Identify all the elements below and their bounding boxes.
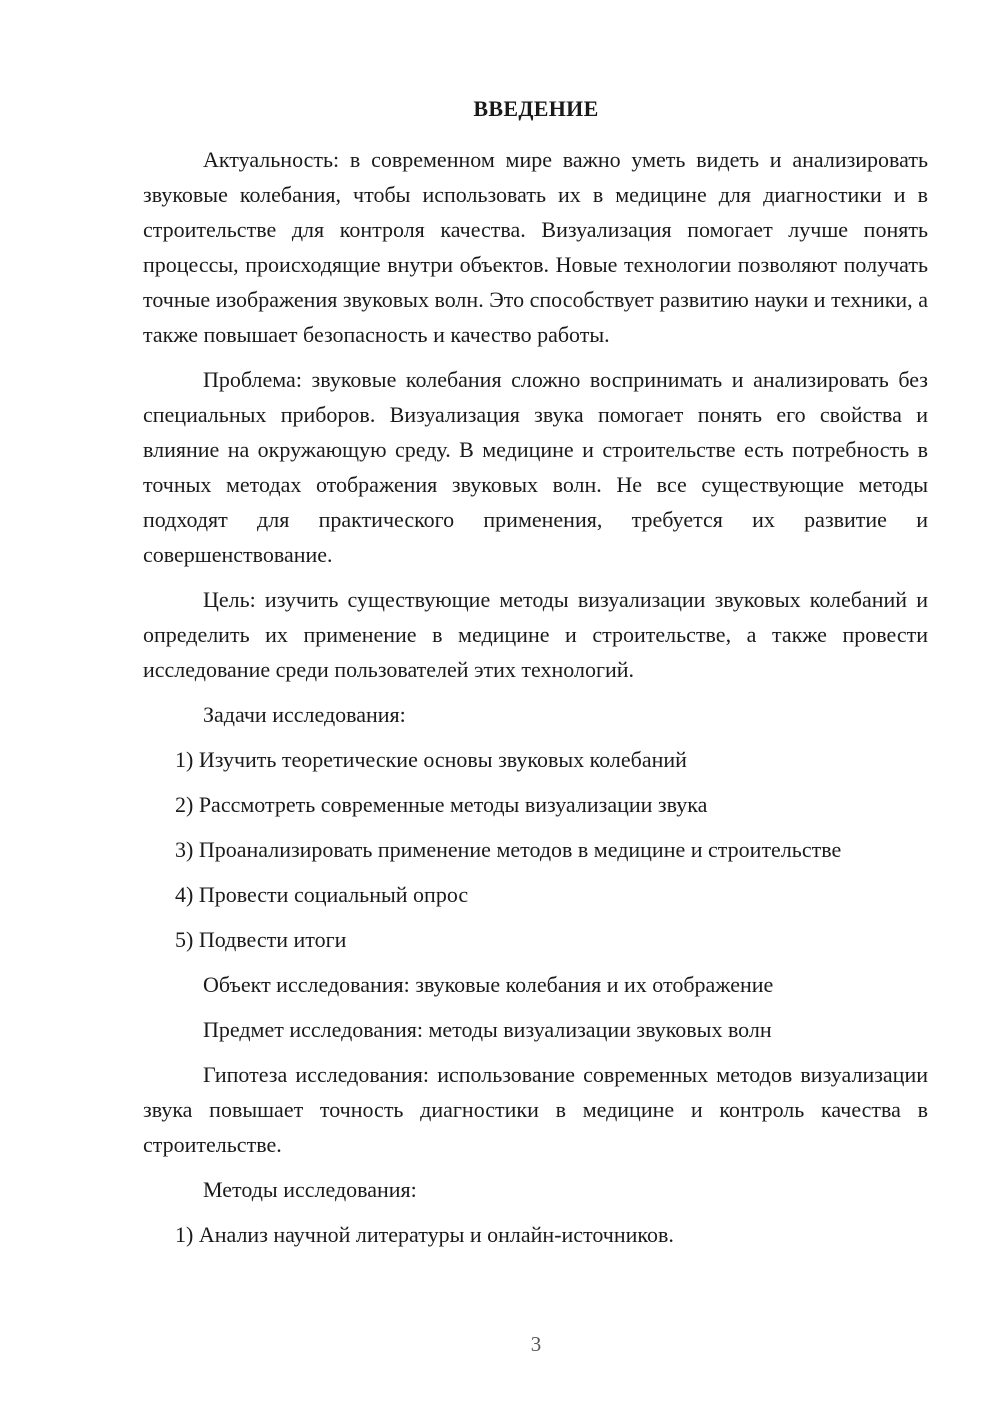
methods-heading: Методы исследования:	[203, 1177, 417, 1202]
task-item: 3) Проанализировать применение методов в медицине и строительстве	[175, 837, 842, 862]
research-object: Объект исследования: звуковые колебания и их отображение	[203, 972, 774, 997]
problem-paragraph: Проблема: звуковые колебания сложно воспринимать и анализировать без специальных приборов. Визуализация звука помогает понять его свойства и влияние на окружающую среду. В медицине и строительстве есть потребность в точных методах отображения звуковых волн. Не все существующие методы подходят для практического применения, требуется их развитие и совершенствование.	[143, 367, 928, 567]
task-item: 1) Изучить теоретические основы звуковых колебаний	[175, 747, 687, 772]
task-item: 2) Рассмотреть современные методы визуализации звука	[175, 792, 708, 817]
goal-paragraph: Цель: изучить существующие методы визуализации звуковых колебаний и определить их применение в медицине и строительстве, а также провести исследование среди пользователей этих технологий.	[143, 587, 928, 682]
tasks-heading: Задачи исследования:	[203, 702, 406, 727]
page-number: 3	[530, 1332, 542, 1356]
section-title: ВВЕДЕНИЕ	[473, 96, 599, 121]
relevance-paragraph: Актуальность: в современном мире важно уметь видеть и анализировать звуковые колебания, чтобы использовать их в медицине для диагностики и в строительстве для контроля качества. Визуализация помогает лучше понять процессы, происходящие внутри объектов. Новые технологии позволяют получать точные изображения звуковых волн. Это способствует развитию науки и техники, а также повышает безопасность и качество работы.	[143, 147, 928, 347]
method-item: 1) Анализ научной литературы и онлайн-источников.	[175, 1222, 674, 1247]
task-item: 5) Подвести итоги	[175, 927, 347, 952]
hypothesis-paragraph: Гипотеза исследования: использование современных методов визуализации звука повышает точность диагностики в медицине и контроль качества в строительстве.	[143, 1062, 928, 1157]
task-item: 4) Провести социальный опрос	[175, 882, 469, 907]
document-body	[143, 142, 928, 1262]
research-subject: Предмет исследования: методы визуализации звуковых волн	[203, 1017, 772, 1042]
